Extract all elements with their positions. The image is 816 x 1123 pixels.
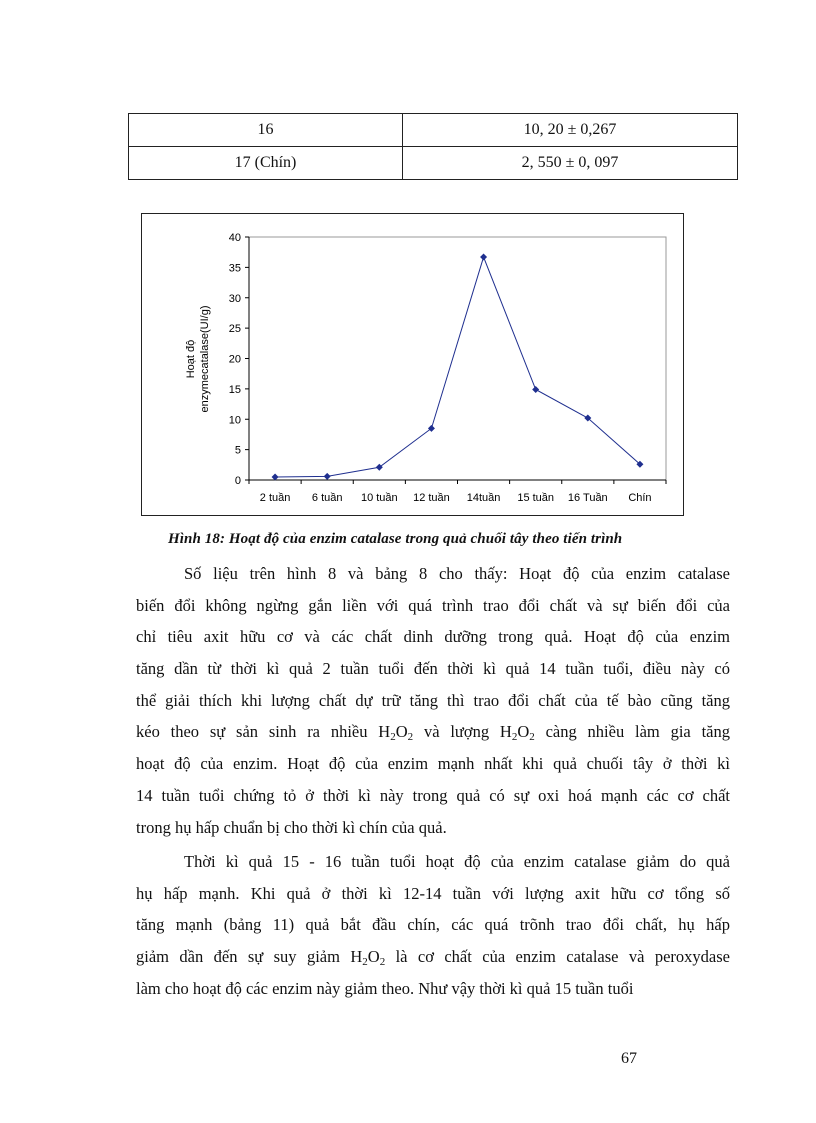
y-tick-label: 10 [228, 414, 241, 427]
table-row [129, 114, 738, 147]
x-tick-label: 2 tuần [259, 492, 291, 504]
y-tick-label: 25 [228, 323, 241, 336]
text-line: tăng mạnh (bảng 11) quả bắt đầu chín, các quá trõnh trao đổi chất, hụ hấp [136, 915, 730, 935]
text-line: chỉ tiêu axit hữu cơ và các chất dinh dưỡng trong quả. Hoạt độ của enzim [136, 627, 730, 647]
y-tick-label: 5 [234, 444, 241, 457]
paragraph-1 [136, 558, 730, 843]
text-line: biến đổi không ngừng gắn liền với quá trình trao đổi chất và sự biến đổi của [136, 595, 730, 615]
page-number: 67 [621, 1050, 637, 1067]
x-tick-label: Chín [628, 492, 652, 504]
x-tick-label: 6 tuần [311, 492, 343, 504]
y-tick-label: 40 [228, 232, 241, 244]
text-line: kéo theo sự sản sinh ra nhiều $H_2O_2$ và lượng $H_2O_2$ càng nhiều làm gia tăng [136, 722, 730, 744]
stage-cell: 16 [129, 114, 403, 147]
y-tick-label: 35 [228, 262, 241, 275]
figure-caption: Hình 18: Hoạt độ của enzim catalase trong quả chuối tây theo tiến trình [168, 531, 623, 547]
table-row [129, 147, 738, 180]
value-cell: 10, 20 ± 0,267 [403, 114, 738, 147]
catalase-chart [141, 213, 684, 516]
y-axis-label-line1: Hoạt độ [185, 339, 197, 379]
x-tick-label: 16 Tuần [567, 492, 608, 504]
x-tick-label: 15 tuần [517, 492, 555, 504]
text-line: hoạt độ của enzim. Hoạt độ của enzim mạnh nhất khi quả chuối tây ở thời kì [136, 754, 730, 774]
y-axis-label [185, 306, 211, 413]
x-tick-label: 12 tuần [413, 492, 450, 504]
text-line: giảm dần đến sự suy giảm $H_2O_2$ là cơ chất của enzim catalase và peroxydase [136, 947, 730, 969]
x-tick-label: 10 tuần [360, 492, 398, 504]
text-line: Số liệu trên hình 8 và bảng 8 cho thấy: Hoạt độ của enzim catalase [184, 564, 730, 583]
paragraph-2 [136, 846, 730, 1004]
text-line: hụ hấp mạnh. Khi quả ở thời kì 12-14 tuần với lượng axit hữu cơ tổng số [136, 883, 730, 903]
y-tick-label: 15 [228, 383, 241, 396]
text-line: làm cho hoạt độ các enzim này giảm theo. Như vậy thời kì quả 15 tuần tuổi [136, 978, 634, 998]
text-line: Thời kì quả 15 - 16 tuần tuổi hoạt độ của enzim catalase giảm do quả [184, 852, 730, 871]
stage-cell: 17 (Chín) [129, 147, 403, 180]
results-table [128, 113, 738, 180]
value-cell: 2, 550 ± 0, 097 [403, 147, 738, 180]
y-axis-label-line2: enzymecatalase(UI/g) [199, 305, 211, 413]
plot-area [249, 237, 666, 480]
chart-canvas [142, 214, 683, 515]
y-tick-label: 20 [228, 353, 241, 366]
text-line: tăng dần từ thời kì quả 2 tuần tuổi đến thời kì quả 14 tuần tuổi, điều này có [136, 659, 730, 679]
text-line: thể giải thích khi lượng chất dự trữ tăng thì trao đổi chất của tế bào cũng tăng [136, 690, 730, 710]
text-line: 14 tuần tuổi chứng tỏ ở thời kì này trong quả có sự oxi hoá mạnh các cơ chất [136, 785, 730, 805]
y-tick-label: 0 [234, 475, 241, 487]
x-tick-label: 14tuần [466, 492, 501, 504]
text-line: trong hụ hấp chuẩn bị cho thời kì chín của quả. [136, 817, 447, 837]
y-tick-label: 30 [228, 292, 241, 305]
